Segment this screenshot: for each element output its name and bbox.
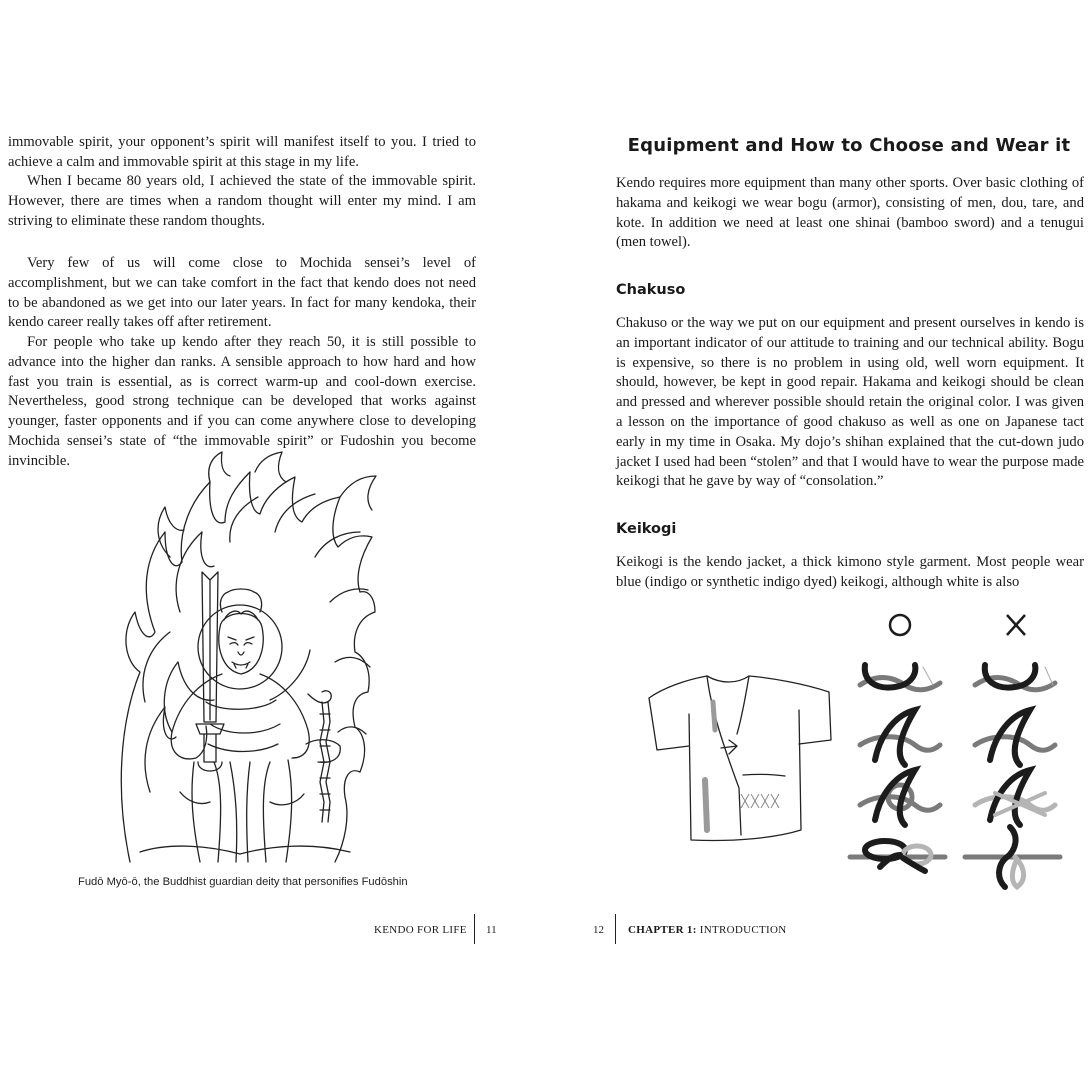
page-number: 12 [593, 924, 604, 936]
running-title: KENDO FOR LIFE [374, 924, 467, 936]
intro-paragraph: Kendo requires more equipment than many other sports. Over basic clothing of hakama and keikogi we wear bogu (armor), consisting of men, dou, tare, and kote. In addition we need at least one shinai (bamboo sword) and a tenugui (men towel). [616, 175, 1084, 251]
footer-divider [615, 914, 616, 944]
page-number: 11 [486, 924, 497, 936]
chakuso-paragraph: Chakuso or the way we put on our equipment and present ourselves in kendo is an important indicator of our attitude to training and our technical ability. Bogu is expensive, so there is no problem in using old, well worn equipment. It should, however, be kept in good repair. Hakama and keikogi should be clean and pressed and wherever possible should retain the original color. I was given a lesson on the importance of good chakuso as well as one on Japanese tact early in my time in Osaka. My dojo’s shihan explained that the cut-down judo jacket I used had been “stolen” and that I would have to wear the purpose made keikogi that he gave by way of “consolation.” [616, 315, 1084, 490]
fudo-myoo-illustration [110, 462, 380, 872]
chakuso-heading: Chakuso [616, 282, 686, 298]
footer-divider [474, 914, 475, 944]
section-title: Equipment and How to Choose and Wear it [627, 135, 1071, 156]
knot-tying-diagram [845, 605, 1075, 895]
keikogi-paragraph: Keikogi is the kendo jacket, a thick kimono style garment. Most people wear blue (indigo or synthetic indigo dyed) keikogi, although white is also [616, 554, 1084, 590]
running-chapter [628, 924, 786, 936]
chapter-label: CHAPTER 1: [628, 924, 697, 936]
paragraph-3: Very few of us will come close to Mochida sensei’s level of accomplishment, but we can take comfort in the fact that kendo does not need to be abandoned as we get into our later years. In fact for many kendoka, their kendo career really takes off after retirement. [8, 255, 476, 331]
correct-symbol [890, 615, 910, 635]
wrong-symbol [1007, 615, 1025, 635]
paragraph-1: immovable spirit, your opponent’s spirit will manifest itself to you. I tried to achieve a calm and immovable spirit at this stage in my life. [8, 134, 476, 170]
illustration-caption: Fudō Myō-ō, the Buddhist guardian deity that personifies Fudōshin [78, 876, 408, 888]
keikogi-jacket-illustration [645, 670, 845, 850]
keikogi-heading: Keikogi [616, 521, 677, 537]
left-page [0, 0, 544, 1089]
paragraph-2: When I became 80 years old, I achieved the state of the immovable spirit. However, there are times when a random thought will enter my mind. I am striving to eliminate these random thoughts. [8, 173, 476, 229]
chapter-title: INTRODUCTION [699, 924, 787, 936]
paragraph-4: For people who take up kendo after they reach 50, it is still possible to advance into the higher dan ranks. A sensible approach to how hard and how fast you train is essential, as is correct warm-up and cool-down exercise. Nevertheless, good strong technique can be developed that works against younger, faster opponents and if you can come anywhere close to developing Mochida sensei’s state of “the immovable spirit” or Fudoshin you become invincible. [8, 334, 476, 469]
right-page [545, 0, 1089, 1089]
